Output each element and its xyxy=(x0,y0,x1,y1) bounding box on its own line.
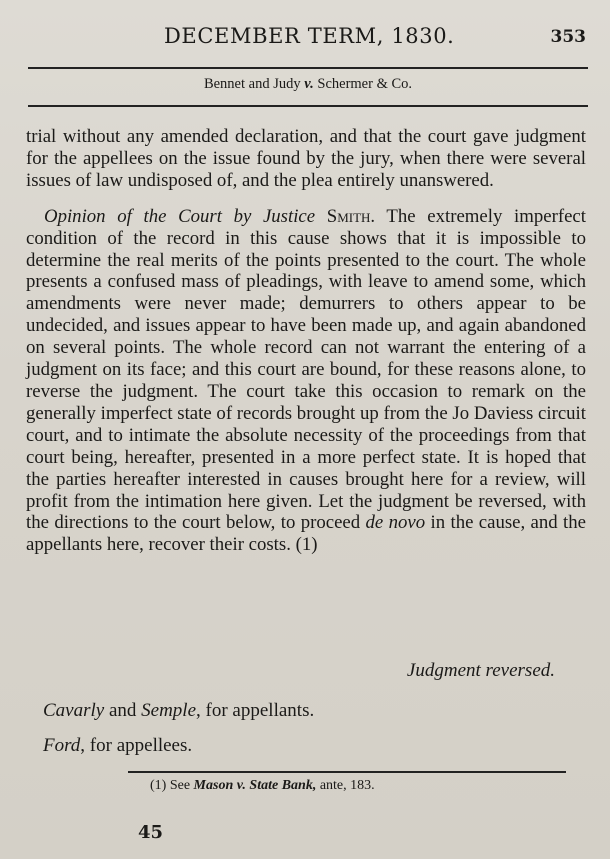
page-header xyxy=(26,24,586,48)
header-rule-top xyxy=(28,67,588,69)
signature-mark: 45 xyxy=(138,822,164,843)
running-head-right: Schermer & Co. xyxy=(317,76,413,92)
opinion-text-a: The extremely imperfect condition of the record in this cause shows that it is impossible to determine the real merits of the points presented to the court. The whole presents a confused mass of pleadings, with leave to amend some, which amendments were never made; demurrers to others appear to be undecided, and issues appear to have been made up, and again abandoned on several points. The whole record can not warrant the entering of a judgment on its face; and this court are bound, for these reasons alone, to reverse the judgment. The court take this occasion to remark on the generally imperfect state of records brought up from the Jo Daviess circuit court, and to intimate the absolute necessity of the proceedings from that court being, hereafter, presented in a more perfect state. It is hoped that the parties hereafter interested in causes brought here for a review, will profit from the intimation here given. Let the judgment be reversed, with the directions to the court below, to proceed xyxy=(26,205,586,534)
footnote-marker: (1) xyxy=(150,778,167,793)
footnote-case: Mason v. State Bank, xyxy=(193,778,317,793)
running-head-versus: v. xyxy=(304,76,314,92)
appellants-name-b: Semple xyxy=(141,700,197,721)
running-head xyxy=(28,76,588,93)
judgment-line: Judgment reversed. xyxy=(406,660,555,681)
appellees-suffix: , for appellees. xyxy=(80,735,193,756)
appellants-name-a: Cavarly xyxy=(43,700,105,721)
opinion-text-b: in the cause, and the appellants here, recover their costs. (1) xyxy=(26,512,586,556)
opinion-paragraph xyxy=(26,206,586,557)
appellees-name: Ford xyxy=(43,735,81,756)
opinion-justice: Smith. xyxy=(326,205,376,227)
term-title: DECEMBER TERM, 1830. xyxy=(164,24,455,48)
footnote xyxy=(150,778,375,794)
footnote-see: See xyxy=(166,778,194,793)
opinion-heading: Opinion of the Court by Justice xyxy=(44,205,316,227)
paragraph-1: trial without any amended declaration, and that the court gave judgment for the appellees on the issue found by the jury, when there were several issues of law undisposed of, and the plea entirely unanswered. xyxy=(26,126,586,191)
counsel-appellants xyxy=(43,700,314,722)
page-number: 353 xyxy=(550,27,586,47)
appellants-suffix: , for appellants. xyxy=(196,700,315,721)
counsel-appellees xyxy=(43,735,192,757)
body-text xyxy=(26,126,586,556)
footnote-rule xyxy=(128,771,566,773)
appellants-and: and xyxy=(104,700,142,721)
footnote-cite: ante, 183. xyxy=(316,778,375,793)
header-rule-bottom xyxy=(28,105,588,107)
running-head-left: Bennet and Judy xyxy=(203,76,301,92)
opinion-italic: de novo xyxy=(365,512,426,534)
